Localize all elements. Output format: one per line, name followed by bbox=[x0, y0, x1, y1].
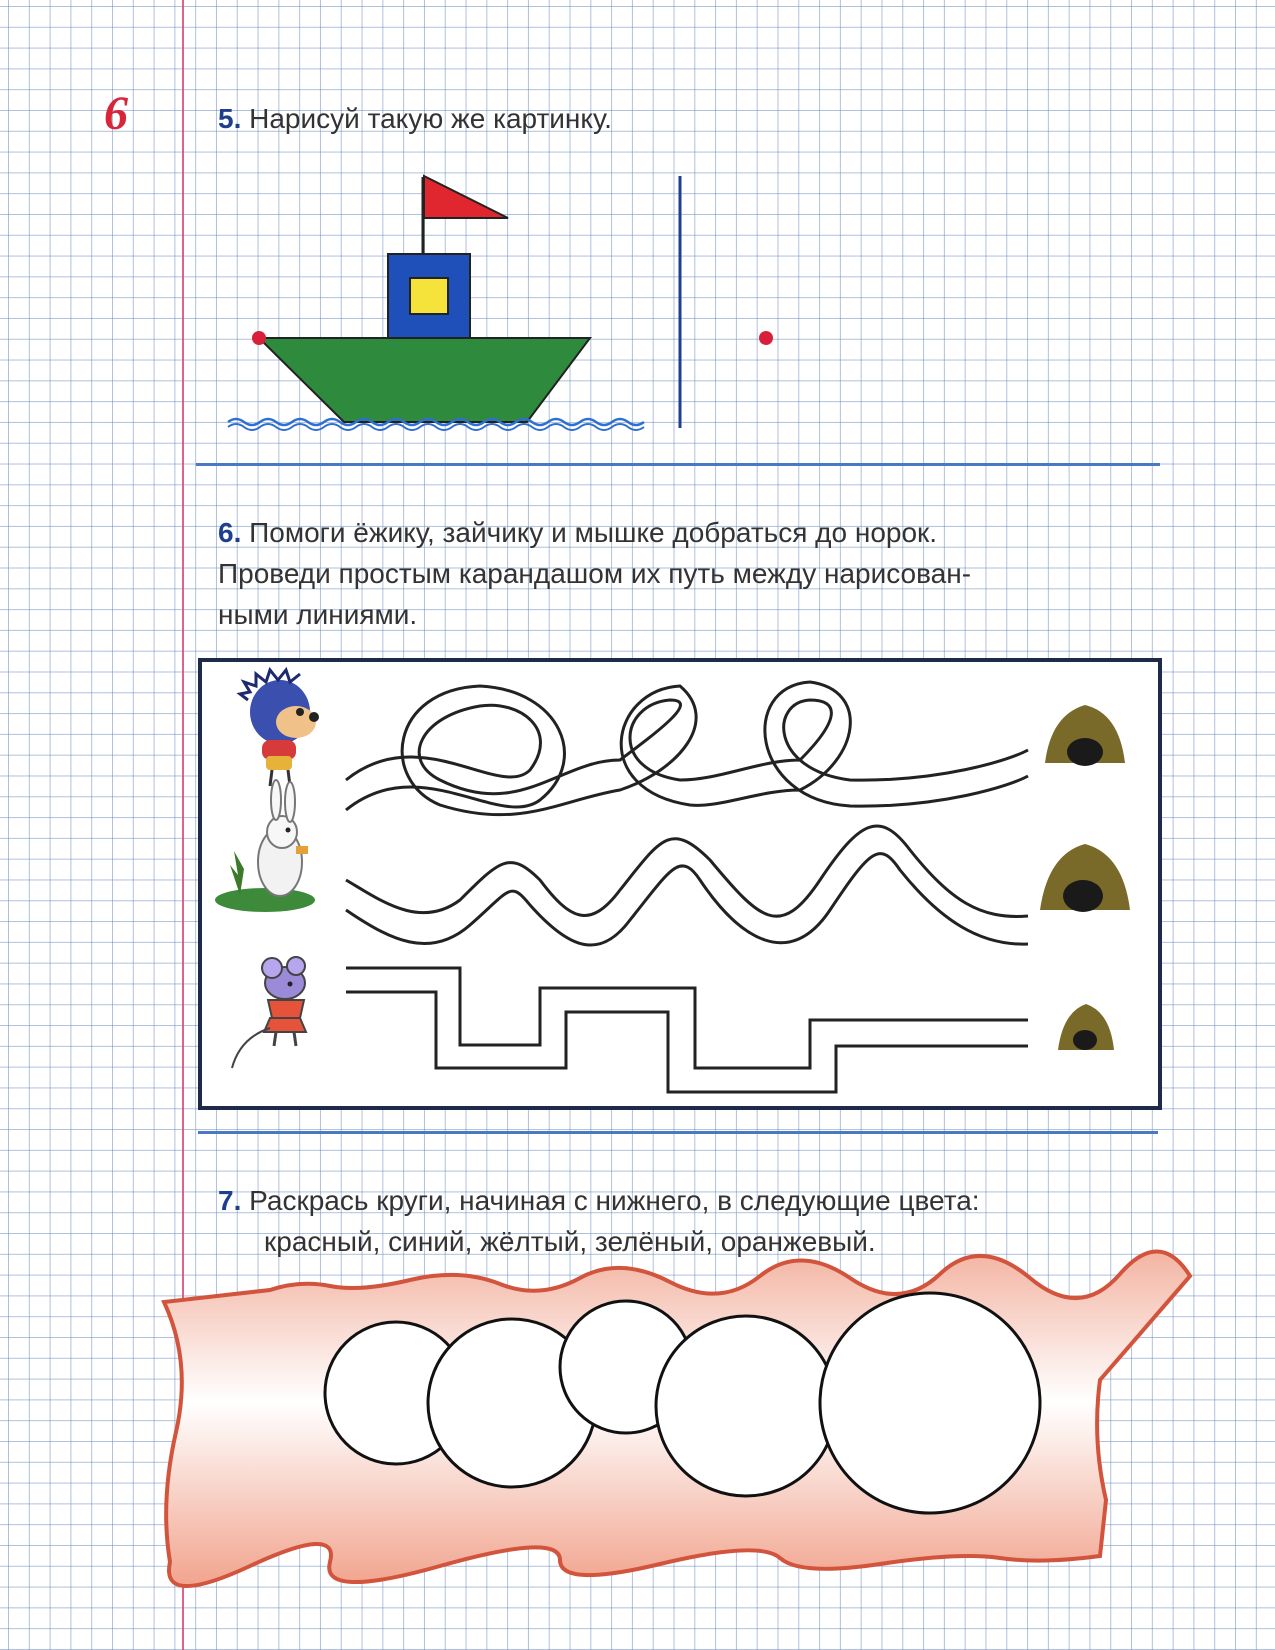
coloring-circle-4[interactable] bbox=[656, 1316, 836, 1496]
page-number: 6 bbox=[104, 87, 128, 140]
task-7-line-2: красный, синий, жёлтый, зелёный, оранжевый. bbox=[264, 1226, 876, 1257]
task-7-line-1: Раскрась круги, начиная с нижнего, в следующие цвета: bbox=[249, 1185, 980, 1216]
task-5-text: Нарисуй такую же картинку. bbox=[249, 103, 612, 134]
task-5-number: 5. bbox=[218, 103, 242, 134]
task-6-line-1: Помоги ёжику, зайчику и мышке добраться до норок. bbox=[249, 517, 938, 548]
coloring-circle-5[interactable] bbox=[820, 1293, 1040, 1513]
task-6-line-2: Проведи простым карандашом их путь между нарисован- bbox=[218, 558, 972, 589]
task-6-number: 6. bbox=[218, 517, 242, 548]
task-6-line-3: ными линиями. bbox=[218, 599, 418, 630]
task-7-number: 7. bbox=[218, 1185, 242, 1216]
